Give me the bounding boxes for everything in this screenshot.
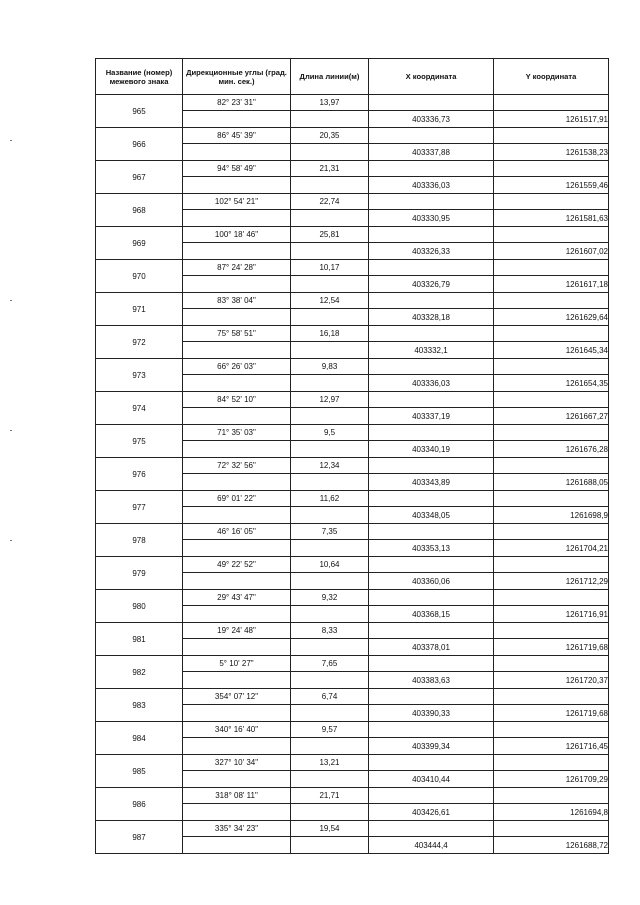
y-coordinate-cell: 1261654,35 (494, 375, 609, 392)
y-coordinate-cell: 1261688,72 (494, 837, 609, 854)
segment-row (96, 491, 609, 507)
y-coordinate-cell: 1261716,45 (494, 738, 609, 755)
x-coordinate-cell: 403368,15 (369, 606, 494, 623)
direction-angle-cell: 46° 16' 05" (183, 524, 291, 540)
line-length-blank-cell (291, 837, 369, 854)
point-name-cell: 987 (96, 821, 183, 854)
header-point-name: Название (номер) межевого знака (96, 59, 183, 95)
line-length-blank-cell (291, 474, 369, 491)
segment-row (96, 194, 609, 210)
direction-angle-blank-cell (183, 144, 291, 161)
line-length-blank-cell (291, 639, 369, 656)
point-name-cell: 975 (96, 425, 183, 458)
segment-row (96, 128, 609, 144)
table-body (96, 95, 609, 854)
point-name-cell: 965 (96, 95, 183, 128)
y-coordinate-cell: 1261517,91 (494, 111, 609, 128)
table-header-row (96, 59, 609, 95)
segment-row (96, 557, 609, 573)
x-coordinate-blank-cell (369, 392, 494, 408)
point-name-cell: 973 (96, 359, 183, 392)
point-name-cell: 983 (96, 689, 183, 722)
y-coordinate-cell: 1261559,46 (494, 177, 609, 194)
line-length-cell: 7,65 (291, 656, 369, 672)
direction-angle-cell: 100° 18' 46" (183, 227, 291, 243)
line-length-cell: 13,97 (291, 95, 369, 111)
point-name-cell: 982 (96, 656, 183, 689)
line-length-blank-cell (291, 276, 369, 293)
x-coordinate-blank-cell (369, 491, 494, 507)
x-coordinate-blank-cell (369, 95, 494, 111)
y-coordinate-cell: 1261676,28 (494, 441, 609, 458)
line-length-cell: 9,32 (291, 590, 369, 606)
line-length-blank-cell (291, 771, 369, 788)
direction-angle-cell: 72° 32' 56" (183, 458, 291, 474)
point-name-cell: 986 (96, 788, 183, 821)
segment-row (96, 161, 609, 177)
line-length-blank-cell (291, 804, 369, 821)
x-coordinate-blank-cell (369, 623, 494, 639)
segment-row (96, 689, 609, 705)
x-coordinate-cell: 403328,18 (369, 309, 494, 326)
y-coordinate-cell: 1261716,91 (494, 606, 609, 623)
y-coordinate-cell: 1261712,29 (494, 573, 609, 590)
y-coordinate-blank-cell (494, 557, 609, 573)
direction-angle-cell: 94° 58' 49" (183, 161, 291, 177)
line-length-blank-cell (291, 606, 369, 623)
segment-row (96, 623, 609, 639)
line-length-cell: 10,17 (291, 260, 369, 276)
line-length-blank-cell (291, 705, 369, 722)
y-coordinate-blank-cell (494, 326, 609, 342)
line-length-blank-cell (291, 309, 369, 326)
x-coordinate-blank-cell (369, 821, 494, 837)
point-name-cell: 971 (96, 293, 183, 326)
y-coordinate-blank-cell (494, 755, 609, 771)
x-coordinate-cell: 403353,13 (369, 540, 494, 557)
direction-angle-blank-cell (183, 573, 291, 590)
y-coordinate-cell: 1261720,37 (494, 672, 609, 689)
direction-angle-blank-cell (183, 672, 291, 689)
direction-angle-cell: 19° 24' 48" (183, 623, 291, 639)
scan-speck (10, 140, 12, 141)
direction-angle-cell: 49° 22' 52" (183, 557, 291, 573)
x-coordinate-cell: 403378,01 (369, 639, 494, 656)
line-length-blank-cell (291, 210, 369, 227)
y-coordinate-blank-cell (494, 458, 609, 474)
direction-angle-blank-cell (183, 738, 291, 755)
direction-angle-cell: 69° 01' 22" (183, 491, 291, 507)
x-coordinate-blank-cell (369, 590, 494, 606)
direction-angle-blank-cell (183, 474, 291, 491)
header-y-coordinate: Y координата (494, 59, 609, 95)
header-line-length: Длина линии(м) (291, 59, 369, 95)
direction-angle-blank-cell (183, 837, 291, 854)
y-coordinate-cell: 1261617,18 (494, 276, 609, 293)
point-name-cell: 970 (96, 260, 183, 293)
segment-row (96, 458, 609, 474)
line-length-blank-cell (291, 540, 369, 557)
point-name-cell: 985 (96, 755, 183, 788)
x-coordinate-blank-cell (369, 557, 494, 573)
line-length-cell: 21,71 (291, 788, 369, 804)
x-coordinate-blank-cell (369, 689, 494, 705)
x-coordinate-blank-cell (369, 458, 494, 474)
segment-row (96, 260, 609, 276)
x-coordinate-blank-cell (369, 425, 494, 441)
line-length-blank-cell (291, 738, 369, 755)
line-length-cell: 11,62 (291, 491, 369, 507)
line-length-blank-cell (291, 177, 369, 194)
point-name-cell: 984 (96, 722, 183, 755)
x-coordinate-cell: 403390,33 (369, 705, 494, 722)
y-coordinate-cell: 1261709,29 (494, 771, 609, 788)
line-length-blank-cell (291, 672, 369, 689)
y-coordinate-cell: 1261719,68 (494, 705, 609, 722)
line-length-cell: 25,81 (291, 227, 369, 243)
header-x-coordinate: X координата (369, 59, 494, 95)
y-coordinate-cell: 1261538,23 (494, 144, 609, 161)
scan-speck (10, 300, 12, 301)
x-coordinate-cell: 403326,33 (369, 243, 494, 260)
y-coordinate-blank-cell (494, 821, 609, 837)
direction-angle-blank-cell (183, 705, 291, 722)
line-length-blank-cell (291, 342, 369, 359)
direction-angle-blank-cell (183, 639, 291, 656)
line-length-cell: 12,34 (291, 458, 369, 474)
line-length-cell: 10,64 (291, 557, 369, 573)
x-coordinate-cell: 403330,95 (369, 210, 494, 227)
segment-row (96, 293, 609, 309)
y-coordinate-blank-cell (494, 524, 609, 540)
direction-angle-cell: 66° 26' 03" (183, 359, 291, 375)
point-name-cell: 972 (96, 326, 183, 359)
direction-angle-blank-cell (183, 309, 291, 326)
direction-angle-cell: 318° 08' 11" (183, 788, 291, 804)
scan-speck (10, 540, 12, 541)
line-length-cell: 8,33 (291, 623, 369, 639)
scan-speck (10, 430, 12, 431)
direction-angle-cell: 5° 10' 27" (183, 656, 291, 672)
y-coordinate-blank-cell (494, 788, 609, 804)
point-name-cell: 966 (96, 128, 183, 161)
y-coordinate-blank-cell (494, 425, 609, 441)
line-length-blank-cell (291, 144, 369, 161)
y-coordinate-blank-cell (494, 623, 609, 639)
segment-row (96, 755, 609, 771)
x-coordinate-cell: 403348,05 (369, 507, 494, 524)
direction-angle-blank-cell (183, 375, 291, 392)
line-length-blank-cell (291, 111, 369, 128)
point-name-cell: 968 (96, 194, 183, 227)
x-coordinate-blank-cell (369, 293, 494, 309)
x-coordinate-cell: 403336,73 (369, 111, 494, 128)
point-name-cell: 967 (96, 161, 183, 194)
y-coordinate-blank-cell (494, 293, 609, 309)
direction-angle-blank-cell (183, 342, 291, 359)
direction-angle-cell: 84° 52' 10" (183, 392, 291, 408)
y-coordinate-blank-cell (494, 128, 609, 144)
y-coordinate-cell: 1261667,27 (494, 408, 609, 425)
y-coordinate-cell: 1261719,68 (494, 639, 609, 656)
y-coordinate-blank-cell (494, 392, 609, 408)
x-coordinate-cell: 403383,63 (369, 672, 494, 689)
y-coordinate-cell: 1261688,05 (494, 474, 609, 491)
line-length-cell: 13,21 (291, 755, 369, 771)
point-name-cell: 976 (96, 458, 183, 491)
x-coordinate-blank-cell (369, 260, 494, 276)
line-length-blank-cell (291, 573, 369, 590)
line-length-cell: 21,31 (291, 161, 369, 177)
y-coordinate-blank-cell (494, 227, 609, 243)
line-length-cell: 12,54 (291, 293, 369, 309)
y-coordinate-blank-cell (494, 590, 609, 606)
x-coordinate-blank-cell (369, 128, 494, 144)
segment-row (96, 788, 609, 804)
point-name-cell: 977 (96, 491, 183, 524)
x-coordinate-cell: 403337,88 (369, 144, 494, 161)
direction-angle-cell: 71° 35' 03" (183, 425, 291, 441)
direction-angle-blank-cell (183, 441, 291, 458)
line-length-cell: 12,97 (291, 392, 369, 408)
direction-angle-blank-cell (183, 540, 291, 557)
direction-angle-cell: 83° 38' 04" (183, 293, 291, 309)
x-coordinate-cell: 403343,89 (369, 474, 494, 491)
y-coordinate-blank-cell (494, 95, 609, 111)
direction-angle-blank-cell (183, 408, 291, 425)
y-coordinate-cell: 1261629,64 (494, 309, 609, 326)
x-coordinate-blank-cell (369, 656, 494, 672)
direction-angle-cell: 86° 45' 39" (183, 128, 291, 144)
direction-angle-blank-cell (183, 177, 291, 194)
line-length-cell: 9,57 (291, 722, 369, 738)
segment-row (96, 227, 609, 243)
y-coordinate-cell: 1261607,02 (494, 243, 609, 260)
segment-row (96, 326, 609, 342)
line-length-blank-cell (291, 441, 369, 458)
segment-row (96, 392, 609, 408)
point-name-cell: 980 (96, 590, 183, 623)
x-coordinate-blank-cell (369, 359, 494, 375)
x-coordinate-cell: 403410,44 (369, 771, 494, 788)
y-coordinate-cell: 1261581,63 (494, 210, 609, 227)
y-coordinate-blank-cell (494, 722, 609, 738)
line-length-cell: 9,5 (291, 425, 369, 441)
x-coordinate-cell: 403326,79 (369, 276, 494, 293)
line-length-cell: 20,35 (291, 128, 369, 144)
segment-row (96, 524, 609, 540)
direction-angle-cell: 354° 07' 12" (183, 689, 291, 705)
x-coordinate-blank-cell (369, 722, 494, 738)
direction-angle-blank-cell (183, 276, 291, 293)
x-coordinate-cell: 403336,03 (369, 177, 494, 194)
y-coordinate-blank-cell (494, 161, 609, 177)
x-coordinate-cell: 403340,19 (369, 441, 494, 458)
direction-angle-blank-cell (183, 771, 291, 788)
direction-angle-cell: 327° 10' 34" (183, 755, 291, 771)
y-coordinate-cell: 1261704,21 (494, 540, 609, 557)
y-coordinate-cell: 1261698,9 (494, 507, 609, 524)
y-coordinate-blank-cell (494, 656, 609, 672)
line-length-cell: 7,35 (291, 524, 369, 540)
x-coordinate-cell: 403332,1 (369, 342, 494, 359)
direction-angle-blank-cell (183, 243, 291, 260)
y-coordinate-cell: 1261694,8 (494, 804, 609, 821)
direction-angle-blank-cell (183, 507, 291, 524)
point-name-cell: 978 (96, 524, 183, 557)
line-length-cell: 22,74 (291, 194, 369, 210)
x-coordinate-blank-cell (369, 227, 494, 243)
line-length-blank-cell (291, 243, 369, 260)
segment-row (96, 821, 609, 837)
direction-angle-cell: 75° 58' 51" (183, 326, 291, 342)
direction-angle-cell: 87° 24' 28" (183, 260, 291, 276)
segment-row (96, 656, 609, 672)
direction-angle-cell: 82° 23' 31" (183, 95, 291, 111)
segment-row (96, 722, 609, 738)
segment-row (96, 95, 609, 111)
y-coordinate-blank-cell (494, 359, 609, 375)
y-coordinate-cell: 1261645,34 (494, 342, 609, 359)
line-length-blank-cell (291, 375, 369, 392)
point-name-cell: 969 (96, 227, 183, 260)
segment-row (96, 425, 609, 441)
direction-angle-blank-cell (183, 606, 291, 623)
direction-angle-cell: 335° 34' 23" (183, 821, 291, 837)
line-length-blank-cell (291, 408, 369, 425)
y-coordinate-blank-cell (494, 689, 609, 705)
x-coordinate-blank-cell (369, 755, 494, 771)
direction-angle-blank-cell (183, 804, 291, 821)
direction-angle-blank-cell (183, 111, 291, 128)
boundary-coordinates-table (95, 58, 609, 854)
x-coordinate-cell: 403360,06 (369, 573, 494, 590)
line-length-cell: 9,83 (291, 359, 369, 375)
direction-angle-cell: 340° 16' 40" (183, 722, 291, 738)
line-length-cell: 6,74 (291, 689, 369, 705)
x-coordinate-blank-cell (369, 326, 494, 342)
x-coordinate-cell: 403336,03 (369, 375, 494, 392)
x-coordinate-blank-cell (369, 194, 494, 210)
x-coordinate-blank-cell (369, 161, 494, 177)
direction-angle-cell: 29° 43' 47" (183, 590, 291, 606)
x-coordinate-cell: 403337,19 (369, 408, 494, 425)
y-coordinate-blank-cell (494, 260, 609, 276)
x-coordinate-cell: 403426,61 (369, 804, 494, 821)
segment-row (96, 359, 609, 375)
x-coordinate-blank-cell (369, 788, 494, 804)
direction-angle-blank-cell (183, 210, 291, 227)
segment-row (96, 590, 609, 606)
point-name-cell: 979 (96, 557, 183, 590)
x-coordinate-cell: 403399,34 (369, 738, 494, 755)
point-name-cell: 981 (96, 623, 183, 656)
header-direction-angle: Дирекционные углы (град. мин. сек.) (183, 59, 291, 95)
line-length-cell: 19,54 (291, 821, 369, 837)
x-coordinate-cell: 403444,4 (369, 837, 494, 854)
y-coordinate-blank-cell (494, 491, 609, 507)
line-length-cell: 16,18 (291, 326, 369, 342)
point-name-cell: 974 (96, 392, 183, 425)
line-length-blank-cell (291, 507, 369, 524)
x-coordinate-blank-cell (369, 524, 494, 540)
y-coordinate-blank-cell (494, 194, 609, 210)
direction-angle-cell: 102° 54' 21" (183, 194, 291, 210)
